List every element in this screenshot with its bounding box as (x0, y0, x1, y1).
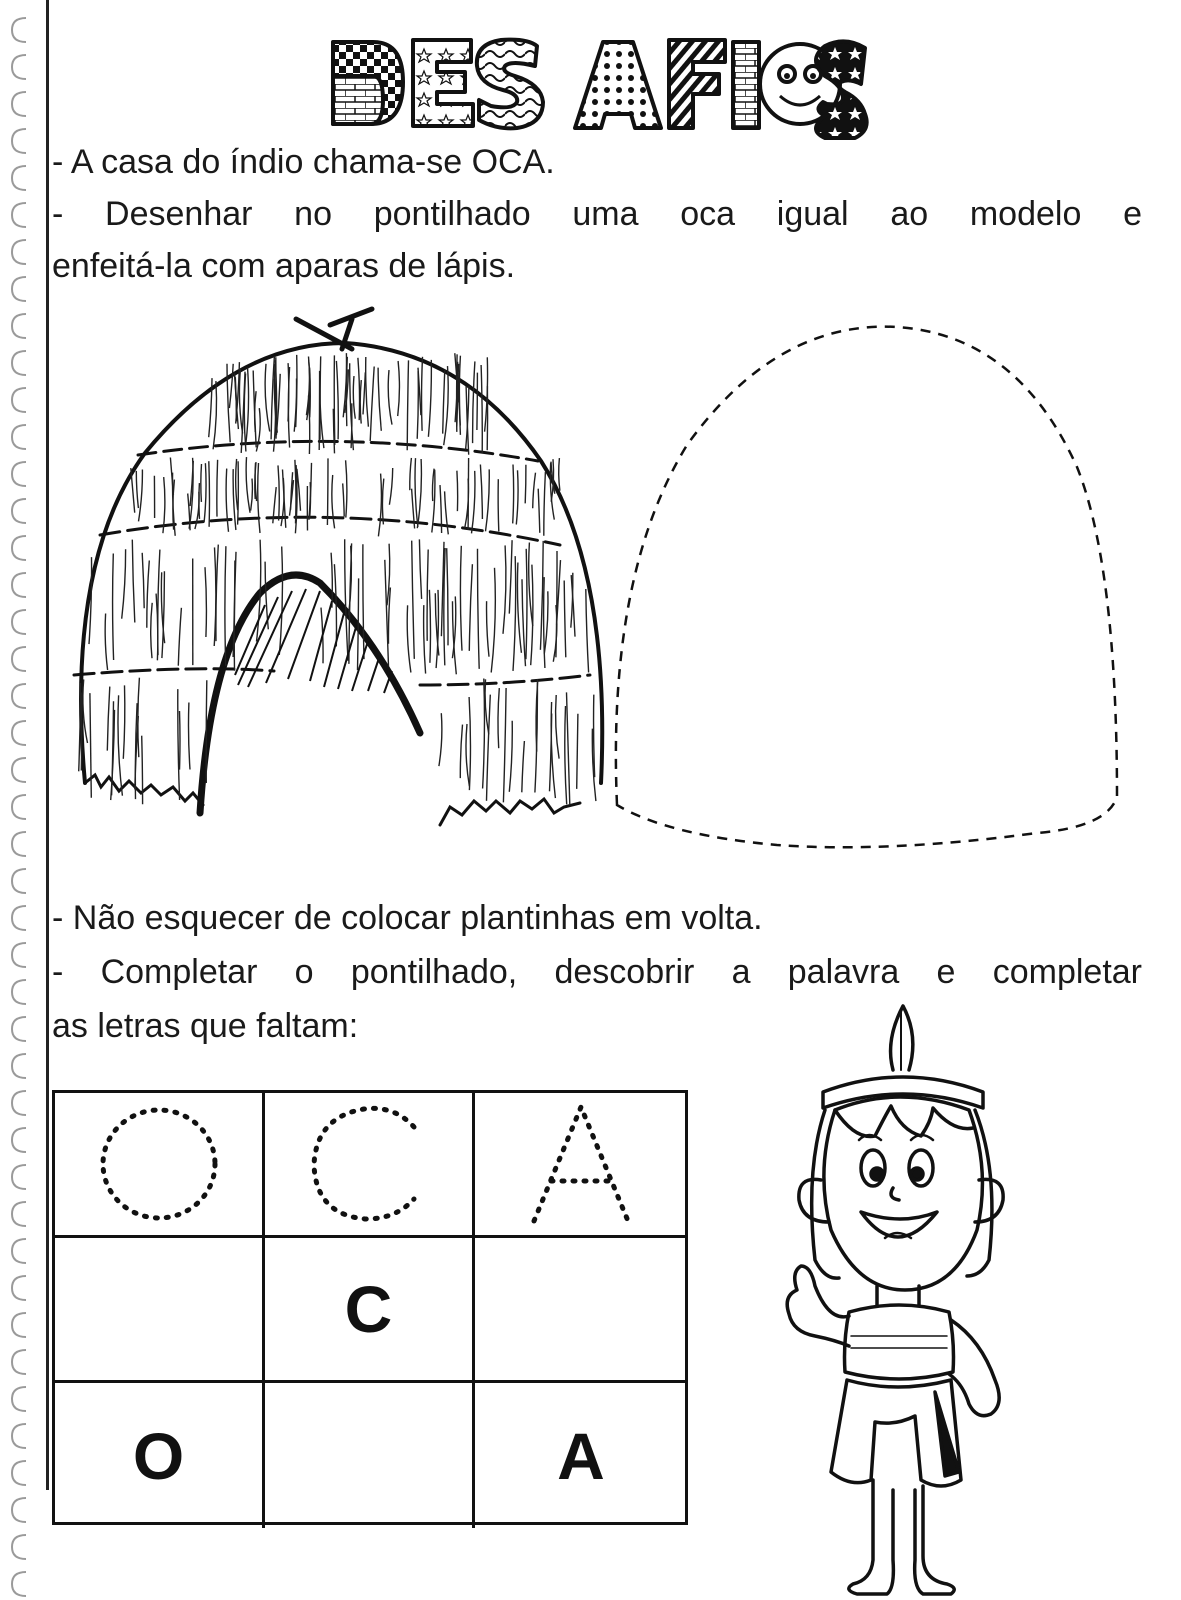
thatch-stroke (382, 479, 383, 525)
grid-cell-r3c2[interactable] (265, 1383, 475, 1528)
thatch-stroke (517, 563, 521, 653)
spiral-hole (12, 1461, 26, 1485)
thatch-stroke (516, 470, 518, 524)
thatch-stroke (513, 556, 516, 671)
thatch-stroke (336, 361, 338, 440)
thatch-stroke (378, 474, 381, 537)
thatch-stroke (415, 458, 418, 527)
thatch-stroke (332, 475, 335, 528)
thatch-stroke (353, 376, 355, 419)
thatch-stroke (477, 373, 478, 430)
thatch-stroke (113, 554, 114, 661)
thatch-stroke (526, 549, 527, 659)
thatch-stroke (358, 358, 360, 420)
thatch-stroke (424, 605, 426, 674)
spiral-hole (12, 758, 26, 782)
thatch-stroke (246, 457, 250, 513)
thatch-stroke (217, 460, 218, 517)
thatch-stroke (469, 697, 470, 790)
thatch-stroke (498, 688, 499, 748)
spiral-hole (12, 166, 26, 190)
spiral-hole (12, 1128, 26, 1152)
thatch-stroke (564, 581, 566, 658)
dotted-letter-a (506, 1099, 656, 1229)
thatch-stroke (147, 561, 150, 628)
spiral-hole (12, 1498, 26, 1522)
thatch-stroke (567, 692, 570, 805)
thatch-stroke (265, 364, 270, 432)
grid-cell-r1c1[interactable] (55, 1093, 265, 1238)
thatch-stroke (139, 470, 143, 522)
thatch-stroke (136, 471, 138, 508)
thatch-stroke (288, 363, 289, 421)
spiral-hole (12, 92, 26, 116)
grid-cell-r3c3[interactable]: A (557, 1418, 605, 1493)
spiral-hole (12, 1276, 26, 1300)
thatch-stroke (398, 361, 400, 416)
thatch-stroke (256, 408, 260, 451)
thatch-stroke (503, 688, 506, 802)
thatch-stroke (432, 469, 434, 502)
thatch-stroke (385, 560, 389, 667)
page-margin-line (46, 0, 49, 1490)
spiral-hole (12, 610, 26, 634)
spiral-hole (12, 573, 26, 597)
desafios-title-logo (325, 24, 870, 142)
instruction-line-5: - Completar o pontilhado, descobrir a palavra e completar (52, 953, 1142, 991)
thatch-stroke (559, 458, 560, 491)
thatch-stroke (278, 465, 279, 520)
thatch-stroke (363, 372, 365, 414)
dotted-letter-c (294, 1099, 444, 1229)
spiral-hole (12, 1165, 26, 1189)
thatch-stroke (378, 368, 381, 431)
thatch-stroke (214, 547, 216, 646)
thatch-stroke (487, 601, 489, 657)
spiral-hole (12, 277, 26, 301)
thatch-stroke (594, 695, 595, 778)
thatch-stroke (556, 695, 560, 759)
thatch-stroke (345, 539, 348, 661)
thatch-stroke (445, 491, 449, 534)
thatch-stroke (151, 603, 153, 658)
thatch-stroke (238, 461, 239, 524)
thatch-stroke (410, 458, 412, 490)
thatch-stroke (246, 367, 249, 445)
spiral-hole (12, 1017, 26, 1041)
spiral-hole (12, 1239, 26, 1263)
thatch-stroke (447, 548, 448, 645)
thatch-stroke (439, 713, 442, 766)
spiral-hole (12, 795, 26, 819)
thatch-stroke (469, 564, 472, 651)
thatch-stroke (258, 463, 260, 533)
thatch-stroke (407, 360, 408, 450)
thatch-stroke (229, 364, 233, 408)
spiral-hole (12, 1535, 26, 1559)
thatch-stroke (279, 547, 282, 655)
spiral-hole (12, 684, 26, 708)
thatch-stroke (388, 370, 392, 425)
instruction-line-6: as letras que faltam: (52, 1007, 359, 1045)
thatch-stroke (472, 471, 475, 534)
thatch-stroke (213, 381, 216, 449)
oca-illustration (60, 305, 610, 835)
thatch-stroke (209, 378, 212, 437)
thatch-stroke (540, 541, 543, 650)
instruction-line-2: - Desenhar no pontilhado uma oca igual ao modelo e (52, 195, 1142, 233)
thatch-stroke (255, 463, 257, 501)
thatch-stroke (443, 370, 445, 434)
thatch-stroke (122, 549, 126, 619)
thatch-stroke (366, 357, 369, 427)
thatch-stroke (236, 459, 238, 510)
spiral-hole (12, 314, 26, 338)
thatch-stroke (417, 459, 421, 528)
thatch-stroke (429, 590, 430, 663)
spiral-hole (12, 1054, 26, 1078)
thatch-stroke (206, 680, 207, 783)
thatch-stroke (544, 472, 546, 536)
spiral-hole (12, 55, 26, 79)
thatch-stroke (320, 356, 321, 439)
thatch-stroke (412, 541, 415, 659)
spiral-hole (12, 129, 26, 153)
thatch-stroke (251, 479, 253, 511)
spiral-hole (12, 721, 26, 745)
thatch-stroke (201, 464, 202, 502)
instruction-line-3: enfeitá-la com aparas de lápis. (52, 247, 516, 285)
thatch-stroke (343, 483, 345, 516)
spiral-hole (12, 980, 26, 1004)
thatch-stroke (522, 579, 526, 666)
thatch-stroke (509, 721, 512, 792)
thatch-stroke (142, 553, 144, 609)
thatch-stroke (204, 463, 206, 522)
thatch-stroke (358, 578, 359, 670)
thatch-stroke (370, 367, 374, 442)
thatch-stroke (525, 465, 526, 504)
thatch-stroke (486, 469, 490, 531)
thatch-stroke (132, 540, 135, 623)
thatch-stroke (538, 489, 540, 533)
spiral-hole (12, 943, 26, 967)
thatch-stroke (407, 605, 411, 672)
thatch-stroke (513, 465, 514, 524)
thatch-stroke (360, 380, 361, 424)
grid-cell-r1c2[interactable] (265, 1093, 475, 1238)
thatch-stroke (565, 706, 567, 804)
thatch-stroke (551, 702, 555, 798)
thatch-stroke (427, 550, 428, 641)
instruction-line-4: - Não esquecer de colocar plantinhas em volta. (52, 899, 763, 937)
spiral-hole (12, 1091, 26, 1115)
thatch-stroke (255, 391, 256, 432)
spiral-hole (12, 1424, 26, 1448)
indigenous-boy-illustration (765, 1000, 1045, 1600)
thatch-stroke (309, 463, 312, 520)
spiral-hole (12, 1350, 26, 1374)
thatch-stroke (459, 356, 460, 426)
thatch-stroke (544, 577, 545, 668)
thatch-stroke (123, 685, 125, 758)
thatch-stroke (586, 589, 589, 672)
thatch-stroke (473, 361, 475, 443)
spiral-hole (12, 1572, 26, 1596)
thatch-stroke (309, 396, 310, 455)
thatch-stroke (90, 693, 91, 798)
spiral-hole (12, 499, 26, 523)
thatch-stroke (295, 460, 296, 524)
dotted-letter-o (84, 1099, 234, 1229)
thatch-stroke (363, 544, 364, 659)
thatch-stroke (468, 458, 469, 530)
grid-cell-r2c2[interactable]: C (265, 1238, 475, 1383)
spiral-hole (12, 536, 26, 560)
dotted-hut-outline[interactable] (605, 320, 1135, 865)
thatch-stroke (533, 473, 536, 509)
thatch-stroke (389, 468, 392, 505)
spiral-hole (12, 462, 26, 486)
thatch-stroke (422, 357, 423, 431)
thatch-stroke (180, 711, 181, 770)
spiral-hole (12, 1313, 26, 1337)
thatch-stroke (444, 548, 445, 665)
thatch-stroke (226, 469, 228, 532)
grid-cell-r3c1[interactable]: O (55, 1383, 265, 1528)
thatch-stroke (457, 471, 458, 511)
spiral-hole (12, 203, 26, 227)
grid-cell-r2c3[interactable] (475, 1238, 687, 1383)
letter-grid (52, 1090, 688, 1525)
thatch-stroke (209, 461, 210, 527)
thatch-stroke (556, 551, 557, 657)
spiral-hole (12, 832, 26, 856)
thatch-stroke (346, 460, 347, 517)
instruction-line-1: - A casa do índio chama-se OCA. (52, 143, 555, 181)
thatch-stroke (118, 695, 122, 795)
spiral-hole (12, 18, 26, 42)
thatch-stroke (481, 365, 482, 453)
thatch-stroke (178, 608, 181, 666)
spiral-hole (12, 647, 26, 671)
thatch-stroke (327, 458, 328, 525)
thatch-stroke (419, 539, 421, 599)
thatch-stroke (334, 564, 336, 646)
thatch-stroke (480, 465, 482, 520)
spiral-hole (12, 1202, 26, 1226)
thatch-stroke (466, 724, 469, 786)
thatch-stroke (205, 567, 206, 637)
thatch-stroke (477, 549, 479, 669)
spiral-hole (12, 906, 26, 930)
thatch-stroke (460, 725, 462, 779)
thatch-stroke (188, 703, 190, 770)
grid-cell-r2c1[interactable] (55, 1238, 265, 1383)
spiral-hole (12, 425, 26, 449)
spiral-hole (12, 869, 26, 893)
thatch-stroke (544, 591, 548, 653)
thatch-stroke (107, 687, 110, 751)
spiral-binding (0, 0, 40, 1600)
thatch-stroke (460, 546, 462, 651)
spiral-hole (12, 1387, 26, 1411)
thatch-stroke (491, 568, 495, 673)
thatch-stroke (498, 479, 499, 531)
thatch-stroke (105, 614, 107, 671)
thatch-stroke (487, 695, 491, 801)
spiral-hole (12, 240, 26, 264)
spiral-hole (12, 388, 26, 412)
thatch-stroke (428, 360, 431, 437)
thatch-stroke (483, 679, 485, 789)
thatch-stroke (417, 371, 418, 439)
thatch-stroke (577, 714, 578, 789)
grid-cell-r1c3[interactable] (475, 1093, 687, 1238)
thatch-stroke (522, 741, 525, 792)
spiral-hole (12, 351, 26, 375)
thatch-stroke (509, 540, 512, 613)
thatch-stroke (225, 546, 226, 666)
thatch-stroke (503, 545, 506, 633)
